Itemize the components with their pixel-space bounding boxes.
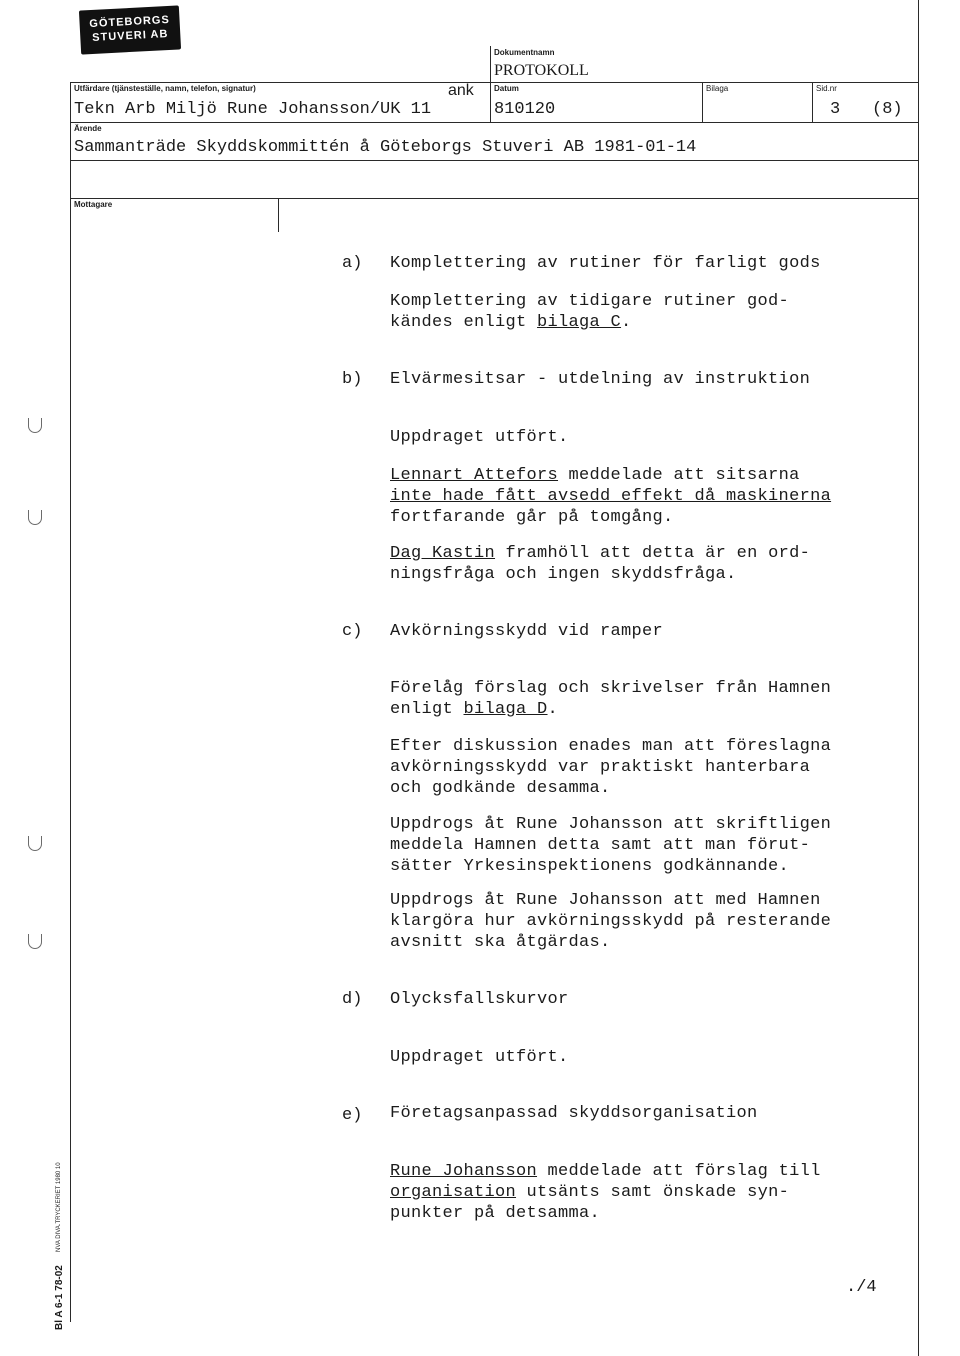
item-e-letter: e) [342, 1106, 363, 1125]
punch-mark [28, 510, 42, 525]
recipient-divider [278, 198, 279, 232]
logo-line1: GÖTEBORGS [89, 13, 171, 31]
left-margin-rule [70, 82, 71, 1322]
attachment-label: Bilaga [706, 84, 729, 93]
header-bottom-rule [70, 198, 918, 199]
item-b-text: ningsfråga och ingen skyddsfråga. [390, 565, 737, 584]
item-c-letter: c) [342, 622, 363, 641]
person-name: Rune Johansson [390, 1162, 538, 1181]
company-logo [79, 5, 181, 54]
recipient-label: Mottagare [74, 200, 113, 209]
doc-name: PROTOKOLL [494, 62, 589, 79]
item-a-title: Komplettering av rutiner för farligt gods [390, 254, 821, 273]
punch-mark [28, 418, 42, 433]
item-c-text: Uppdrogs åt Rune Johansson att med Hamnen [390, 891, 821, 910]
printer-note: NVA DIVA.TRYCKERIET 1980 10 [56, 1162, 62, 1252]
item-b-text: Dag Kastin framhöll att detta är en ord- [390, 544, 811, 563]
issuer-note: ank [448, 82, 474, 99]
item-a-text: kändes enligt bilaga C. [390, 313, 632, 332]
date-label: Datum [494, 84, 519, 93]
attachment-page-divider [812, 82, 813, 122]
item-c-text: sätter Yrkesinspektionens godkännande. [390, 857, 790, 876]
continuation-marker: ./4 [846, 1278, 877, 1297]
doc-name-divider [490, 46, 491, 82]
right-margin-rule [918, 0, 919, 1356]
page-total: (8) [872, 100, 903, 119]
person-name: Lennart Attefors [390, 466, 559, 485]
item-e-text: punkter på detsamma. [390, 1204, 601, 1223]
item-b-text: Uppdraget utfört. [390, 428, 569, 447]
item-c-text: avsnitt ska åtgärdas. [390, 933, 611, 952]
issuer-label: Utfärdare (tjänsteställe, namn, telefon, signatur) [74, 84, 256, 93]
item-c-text: och godkände desamma. [390, 779, 611, 798]
logo-line2: STUVERI AB [91, 28, 169, 44]
item-c-text: Förelåg förslag och skrivelser från Hamnen [390, 679, 832, 698]
item-e-text: organisation utsänts samt önskade syn- [390, 1183, 790, 1202]
item-b-title: Elvärmesitsar - utdelning av instruktion [390, 370, 811, 389]
item-b-text: Lennart Attefors meddelade att sitsarna [390, 466, 800, 485]
date-value: 810120 [494, 100, 556, 119]
item-c-text: Uppdrogs åt Rune Johansson att skriftligen [390, 815, 832, 834]
item-d-title: Olycksfallskurvor [390, 990, 569, 1009]
person-name: Dag Kastin [390, 544, 496, 563]
form-code: Bl A 6-1 78-02 [54, 1265, 65, 1330]
issuer-date-divider [490, 82, 491, 122]
header-top-rule [70, 82, 918, 83]
item-b-letter: b) [342, 370, 363, 389]
item-c-text: avkörningsskydd var praktiskt hanterbara [390, 758, 811, 777]
item-a-letter: a) [342, 254, 363, 273]
item-c-title: Avkörningsskydd vid ramper [390, 622, 664, 641]
attachment-reference: bilaga D [463, 700, 548, 719]
item-c-text: klargöra hur avkörningsskydd på resterande [390, 912, 832, 931]
subject-label: Ärende [74, 124, 102, 133]
item-d-text: Uppdraget utfört. [390, 1048, 569, 1067]
date-attachment-divider [702, 82, 703, 122]
item-c-text: enligt bilaga D. [390, 700, 559, 719]
item-a-text: Komplettering av tidigare rutiner god- [390, 292, 790, 311]
subject-value: Sammanträde Skyddskommittén å Göteborgs Stuveri AB 1981-01-14 [74, 138, 697, 157]
doc-name-label: Dokumentnamn [494, 48, 555, 57]
item-c-text: meddela Hamnen detta samt att man förut- [390, 836, 811, 855]
punch-mark [28, 836, 42, 851]
item-e-text: Rune Johansson meddelade att förslag till [390, 1162, 821, 1181]
item-b-text: fortfarande går på tomgång. [390, 508, 674, 527]
item-d-letter: d) [342, 990, 363, 1009]
item-c-text: Efter diskussion enades man att föreslagna [390, 737, 832, 756]
header-mid-rule [70, 122, 918, 123]
punch-mark [28, 934, 42, 949]
item-e-title: Företagsanpassad skyddsorganisation [390, 1104, 758, 1123]
underlined-term: organisation [390, 1183, 517, 1202]
page-number: 3 [830, 100, 841, 119]
header-subject-rule [70, 160, 918, 161]
item-b-text: inte hade fått avsedd effekt då maskinerna [390, 487, 832, 506]
issuer-value: Tekn Arb Miljö Rune Johansson/UK 11 [74, 100, 432, 119]
page-label: Sid.nr [816, 84, 837, 93]
attachment-reference: bilaga C [537, 313, 622, 332]
